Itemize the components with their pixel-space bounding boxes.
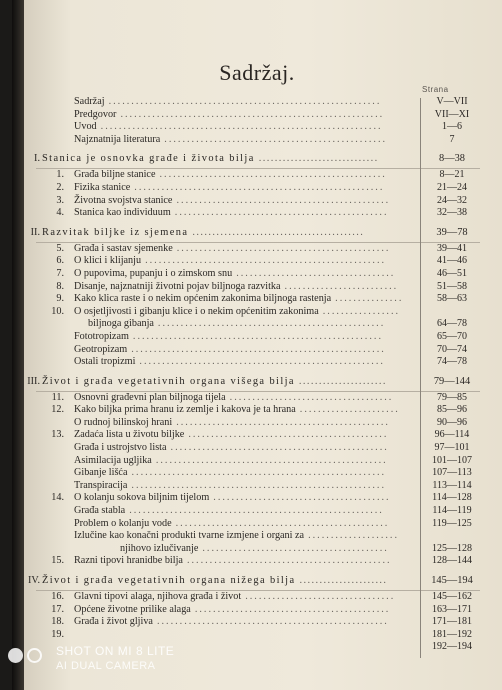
toc-entry-title: O rudnoj bilinskoj hrani — [74, 416, 173, 428]
dot-leader: ....................................................... — [134, 181, 385, 193]
toc-entry-row — [12, 356, 502, 369]
dot-leader: ............................................... — [175, 517, 390, 529]
toc-entry-row — [12, 268, 502, 281]
toc-entry-pages: 192—194 — [432, 641, 472, 653]
toc-entry-row — [12, 518, 502, 531]
toc-entry-pages: 96—114 — [434, 429, 470, 441]
toc-entry-pages: 79—85 — [437, 391, 467, 403]
dot-leader: ....................................... — [213, 492, 391, 504]
toc-entry-title: Fototropizam — [74, 330, 129, 342]
toc-entry-number: 15. — [51, 555, 64, 567]
toc-section-row — [12, 375, 502, 389]
toc-entry-pages: 97—101 — [434, 442, 470, 454]
dot-leader: ........................................................ — [131, 467, 387, 479]
toc-entry-title: Problem o kolanju vode — [74, 517, 172, 529]
toc-entry-title: Razvitak biljke iz sjemena — [42, 226, 189, 238]
watermark-ring-icon — [27, 648, 42, 663]
toc-entry-pages: 128—144 — [432, 555, 472, 567]
toc-entry-number: 9. — [56, 293, 64, 305]
toc-entry-pages: 119—125 — [432, 517, 472, 529]
dot-leader: ...................... — [299, 575, 388, 586]
toc-entry-number: 6. — [56, 255, 64, 267]
toc-entry-row — [12, 109, 502, 122]
toc-entry-pages: 64—78 — [437, 318, 467, 330]
toc-entry-pages: 41—46 — [437, 255, 467, 267]
toc-entry-title: Disanje, najznatniji životni pojav biljnoga razvitka — [74, 280, 281, 292]
toc-entry-row — [12, 442, 502, 455]
toc-entry-pages: 8—38 — [439, 153, 465, 165]
dot-leader: ......................... — [284, 280, 399, 292]
camera-watermark — [8, 644, 208, 684]
toc-entry-row — [12, 417, 502, 430]
toc-entry-title: Predgovor — [74, 108, 117, 120]
toc-entry-pages: 24—32 — [437, 194, 467, 206]
dot-leader: ............... — [335, 293, 404, 305]
toc-entry-row — [12, 492, 502, 505]
toc-entry-row — [12, 604, 502, 617]
toc-entry-title: Glavni tipovi alaga, njihova građa i život — [74, 591, 242, 602]
toc-entry-title: Izlučine kao konačni produkti tvarne izmjene i organi za — [74, 530, 305, 542]
toc-entry-number: 2. — [56, 181, 64, 193]
toc-entry-title: Sadržaj — [74, 96, 105, 107]
toc-entry-row — [12, 255, 502, 268]
toc-entry-row — [12, 243, 502, 256]
toc-entry-pages: 7 — [449, 133, 455, 145]
dot-leader: ............................................. — [186, 555, 392, 567]
dot-leader: ............................................... — [176, 416, 390, 428]
toc-entry-row — [12, 616, 502, 629]
toc-entry-title: Građa i ustrojstvo lista — [74, 442, 167, 454]
toc-entry-pages: 114—128 — [432, 492, 472, 504]
toc-section-row — [12, 226, 502, 240]
dot-leader: ............................................................ — [108, 96, 382, 107]
toc-entry-title: O klici i klijanju — [74, 255, 142, 267]
toc-entry-title: Kako biljka prima hranu iz zemlje i kakova je ta hrana — [74, 404, 296, 416]
dot-leader: .................... — [308, 530, 400, 542]
book-page — [12, 0, 502, 690]
toc-entry-pages: 51—58 — [437, 280, 467, 292]
dot-leader: ........................................................ — [129, 505, 384, 517]
dot-leader: ............................................ — [188, 429, 389, 441]
toc-entry-title: Općene životne prilike alaga — [74, 603, 191, 615]
toc-section-row — [12, 574, 502, 588]
toc-entry-title: Osnovni građevni plan biljnoga tijela — [74, 391, 226, 403]
toc-entry-number: 14. — [51, 492, 64, 504]
toc-entry-pages: 74—78 — [437, 356, 467, 368]
toc-entry-row — [12, 306, 502, 319]
dot-leader: ...................... — [299, 404, 400, 416]
toc-entry-pages: 32—38 — [437, 207, 467, 219]
dot-leader: ............................................... — [176, 242, 391, 254]
watermark-line-1: SHOT ON MI 8 LITE — [56, 644, 175, 658]
toc-entry-pages: 171—181 — [432, 616, 472, 628]
toc-entry-pages: 145—162 — [432, 591, 472, 602]
dot-leader: ........................................................ — [131, 343, 386, 355]
toc-entry-title: Transpiracija — [74, 479, 128, 491]
dot-leader: ................................. — [245, 591, 396, 602]
toc-entry-pages: 101—107 — [432, 454, 472, 466]
toc-entry-title: Gibanje lišća — [74, 467, 128, 479]
toc-entry-number: 10. — [51, 305, 64, 317]
toc-entry-pages: 145—194 — [431, 575, 473, 586]
toc-entry-row — [12, 169, 502, 182]
toc-entry-title: Građa i sastav sjemenke — [74, 242, 173, 254]
page-title: Sadržaj. — [219, 60, 295, 85]
watermark-dot-icon — [8, 648, 23, 663]
toc-entry-pages: 8—21 — [439, 169, 465, 181]
toc-entry-pages: VII—XI — [434, 108, 470, 120]
toc-entry-title: Život i građa vegetativnih organa višega bilja — [42, 375, 295, 387]
toc-entry-row — [12, 318, 502, 331]
toc-entry-title: O kolanju sokova biljnim tijelom — [74, 492, 210, 504]
dot-leader: ............................................... — [174, 207, 389, 219]
toc-entry-row — [12, 121, 502, 134]
toc-entry-row — [12, 344, 502, 357]
toc-entry-row — [12, 480, 502, 493]
toc-entry-title: Najznatnija literatura — [74, 133, 161, 145]
dot-leader: ........................................... — [192, 226, 365, 238]
toc-entry-number: 8. — [56, 280, 64, 292]
toc-entry-row — [12, 281, 502, 294]
toc-entry-pages: 39—78 — [436, 226, 468, 238]
page-column-header: Strana — [422, 85, 449, 94]
toc-entry-title: njihovo izlučivanje — [120, 542, 199, 554]
toc-entry-row — [12, 467, 502, 480]
dot-leader: ................................................... — [156, 616, 389, 628]
toc-entry-row — [12, 331, 502, 344]
toc-entry-title: Kako klica raste i o nekim općenim zakonima biljnoga rastenja — [74, 293, 332, 305]
toc-entry-row — [12, 96, 502, 109]
dot-leader: ..................................................... — [145, 255, 387, 267]
dot-leader: ................................................ — [170, 442, 389, 454]
toc-entry-row — [12, 429, 502, 442]
toc-entry-pages: 125—128 — [432, 542, 472, 554]
page-column-divider — [420, 98, 421, 658]
toc-entry-row — [12, 543, 502, 556]
toc-entry-title: Život i građa vegetativnih organa nižega bilja — [42, 575, 296, 586]
dot-leader: .................................... — [229, 391, 394, 403]
toc-entry-pages: 39—41 — [437, 242, 467, 254]
toc-entry-pages: 46—51 — [437, 267, 467, 279]
toc-entry-number: I. — [34, 153, 40, 165]
toc-entry-title: Zadaća lista u životu biljke — [74, 429, 185, 441]
toc-entry-title: Stanica kao individuum — [74, 207, 171, 219]
toc-entry-number: 4. — [56, 207, 64, 219]
toc-entry-pages: V—VII — [436, 96, 468, 107]
toc-entry-number: 7. — [56, 267, 64, 279]
toc-entry-number: IV. — [28, 575, 40, 586]
toc-entry-title: Građa biljne stanice — [74, 169, 156, 181]
toc-entry-title: Geotropizam — [74, 343, 128, 355]
toc-entry-row — [12, 404, 502, 417]
toc-entry-number: II. — [30, 226, 40, 238]
toc-entry-number: 17. — [51, 603, 64, 615]
toc-entry-pages: 90—96 — [437, 416, 467, 428]
dot-leader: .................................................. — [159, 169, 387, 181]
toc-entry-number: 12. — [51, 404, 64, 416]
toc-entry-title: biljnoga gibanja — [88, 318, 154, 330]
toc-entry-pages: 70—74 — [437, 343, 467, 355]
dot-leader: ........................................................ — [131, 479, 387, 491]
toc-entry-row — [12, 505, 502, 518]
toc-entry-number: 3. — [56, 194, 64, 206]
toc-entry-row — [12, 392, 502, 405]
toc-entry-row — [12, 629, 502, 642]
toc-entry-title: Životna svojstva stanice — [74, 194, 173, 206]
toc-entry-number: 11. — [51, 391, 64, 403]
toc-entry-row — [12, 455, 502, 468]
dot-leader: ............................................... — [176, 194, 391, 206]
toc-entry-title: O osjetljivosti i gibanju klice i o nekim općenitim zakonima — [74, 305, 319, 317]
toc-entry-pages: 65—70 — [437, 330, 467, 342]
toc-entry-title: O pupovima, pupanju i o zimskom snu — [74, 267, 233, 279]
toc-entry-title: Građa stabla — [74, 505, 126, 517]
dot-leader: ........................................... — [194, 603, 391, 615]
toc-entry-number: 13. — [51, 429, 64, 441]
toc-entry-number: 5. — [56, 242, 64, 254]
toc-entry-pages: 114—119 — [432, 505, 472, 517]
toc-entry-title: Građa i život gljiva — [74, 616, 153, 628]
dot-leader: .......................................................... — [120, 108, 385, 120]
toc-entry-number: 19. — [51, 628, 64, 640]
toc-entry-pages: 113—114 — [432, 479, 472, 491]
dot-leader: ................................... — [236, 267, 396, 279]
toc-entry-row — [12, 195, 502, 208]
toc-entry-title: Stanica je osnovka građe i života bilja — [42, 153, 255, 165]
toc-entry-title: Razni tipovi hranidbe bilja — [74, 555, 183, 567]
toc-entry-row — [12, 182, 502, 195]
toc-entry-pages: 85—96 — [437, 404, 467, 416]
toc-entry-row — [12, 207, 502, 220]
toc-entry-row — [12, 555, 502, 568]
toc-entry-pages: 58—63 — [437, 293, 467, 305]
toc-entry-pages: 107—113 — [432, 467, 472, 479]
toc-entry-title: Uvod — [74, 121, 97, 133]
toc-entry-title: Asimilacija ugljika — [74, 454, 152, 466]
watermark-line-2: AI DUAL CAMERA — [56, 660, 156, 672]
toc-entry-row — [12, 530, 502, 543]
toc-entry-title: Fizika stanice — [74, 181, 131, 193]
toc-entry-row — [12, 293, 502, 306]
table-of-contents — [12, 96, 502, 654]
toc-entry-pages: 181—192 — [432, 628, 472, 640]
toc-entry-title: Ostali tropizmi — [74, 356, 136, 368]
dot-leader: ...................................................... — [139, 356, 385, 368]
toc-entry-number: III. — [27, 375, 40, 387]
toc-entry-pages: 163—171 — [432, 603, 472, 615]
dot-leader: .............................................................. — [100, 121, 383, 133]
dot-leader: .................................................. — [157, 318, 386, 330]
toc-entry-pages: 79—144 — [433, 375, 471, 387]
dot-leader: ................................................. — [164, 133, 388, 145]
toc-entry-pages: 21—24 — [437, 181, 467, 193]
dot-leader: ................................................... — [155, 454, 388, 466]
dot-leader: .............................. — [258, 153, 379, 165]
toc-entry-number: 16. — [51, 591, 64, 602]
toc-entry-row — [12, 591, 502, 604]
toc-entry-pages: 1—6 — [442, 121, 462, 133]
toc-entry-row — [12, 134, 502, 147]
dot-leader: ....................................................... — [132, 330, 383, 342]
dot-leader: ...................... — [298, 375, 387, 387]
dot-leader: ......................................... — [202, 542, 389, 554]
dot-leader: ................. — [322, 305, 401, 317]
toc-entry-number: 18. — [51, 616, 64, 628]
toc-section-row — [12, 152, 502, 166]
toc-entry-number: 1. — [56, 169, 64, 181]
